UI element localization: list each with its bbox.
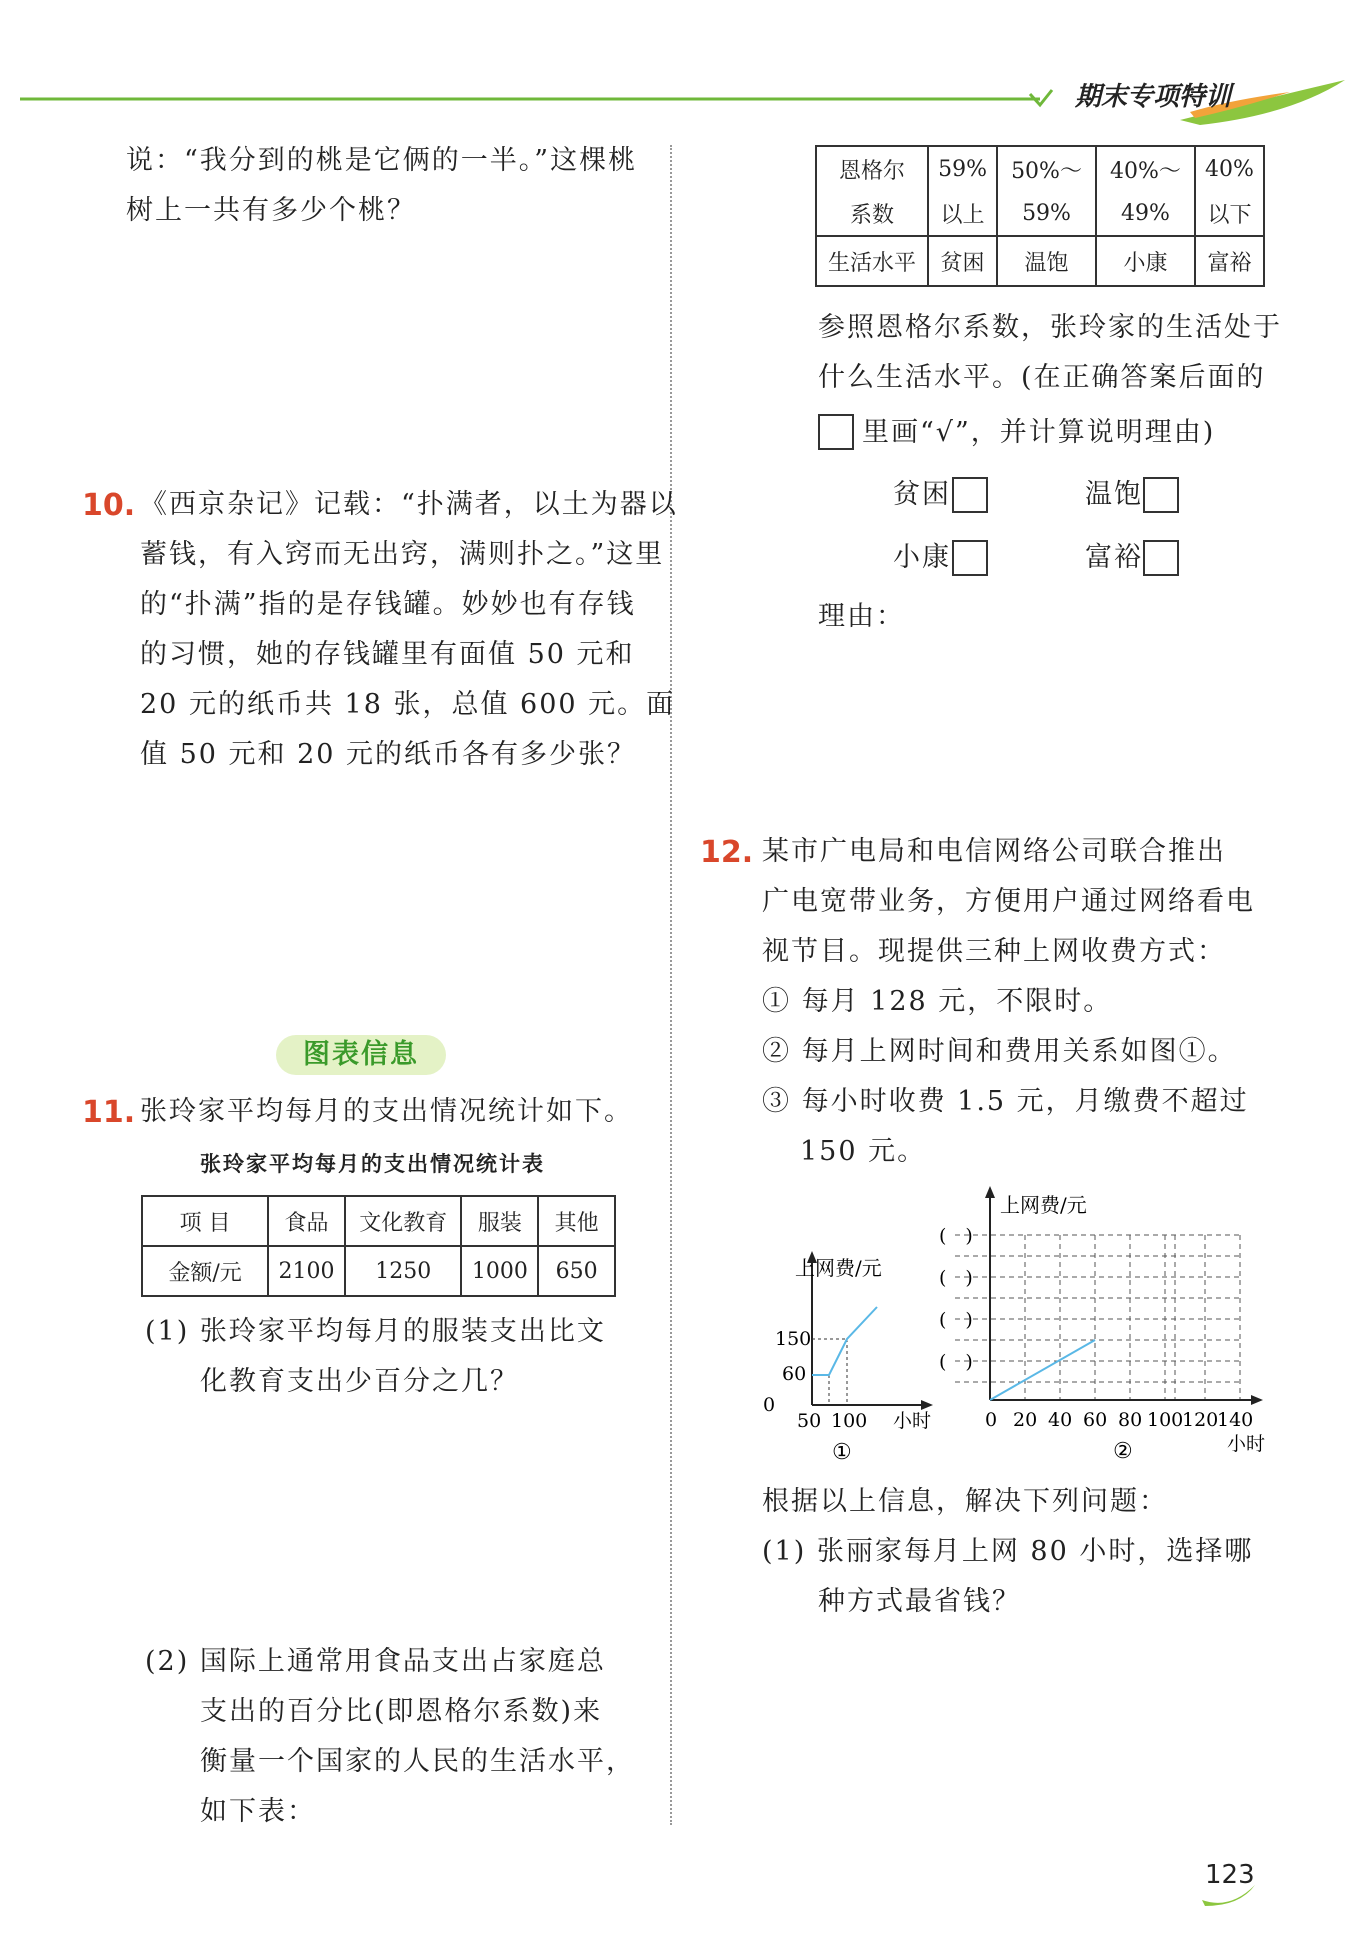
engel-coef-cell: 40%～ <box>1096 146 1195 191</box>
q11-number: 11. <box>82 1095 136 1130</box>
check-icon <box>1030 90 1052 105</box>
engel-label-cell: 系数 <box>816 191 928 236</box>
q12-option-1: ① 每月 128 元，不限时。 <box>762 986 1113 1017</box>
q12-line-2: 广电宽带业务，方便用户通过网络看电 <box>762 886 1255 917</box>
graph-1-xtick: 100 <box>831 1410 868 1432</box>
q12-number: 12. <box>700 835 754 870</box>
expense-header-cell: 文化教育 <box>345 1196 461 1246</box>
engel-level-cell: 富裕 <box>1195 236 1264 286</box>
graph-2-xtick: 100 <box>1147 1409 1184 1431</box>
q9-line-1: 说：“我分到的桃是它俩的一半。”这棵桃 <box>126 145 638 176</box>
graph-2-yparen: ( ) <box>939 1267 973 1289</box>
graph-2-xtick: 40 <box>1048 1409 1073 1431</box>
q11-part2-line-1: (2) 国际上通常用食品支出占家庭总 <box>145 1646 606 1677</box>
q10-line-6: 值 50 元和 20 元的纸币各有多少张？ <box>140 739 637 770</box>
expense-cell: 1000 <box>461 1246 538 1296</box>
expense-header-cell: 其他 <box>538 1196 615 1246</box>
graph-1-xtick: 50 <box>797 1410 822 1432</box>
graph-1-xlabel: 小时 <box>893 1410 932 1432</box>
graph-2-grid <box>955 1235 1240 1400</box>
q11-part2-line-3: 衡量一个国家的人民的生活水平， <box>200 1746 635 1777</box>
q11-cont-line-2: 什么生活水平。(在正确答案后面的 <box>818 362 1266 393</box>
q11-part2-line-4: 如下表： <box>200 1796 316 1827</box>
q11-part2-line-2: 支出的百分比(即恩格尔系数)来 <box>200 1696 603 1727</box>
graph-1-ytick: 60 <box>782 1363 807 1385</box>
expense-cell: 金额/元 <box>142 1246 268 1296</box>
reason-label: 理由： <box>818 601 905 632</box>
choice-label-wealthy: 富裕 <box>1085 542 1143 573</box>
q11-cont-line-1: 参照恩格尔系数，张玲家的生活处于 <box>818 312 1282 343</box>
expense-header-cell: 食品 <box>268 1196 345 1246</box>
choice-label-moderate: 小康 <box>893 542 951 573</box>
section-label-badge <box>276 1035 446 1075</box>
graph-2-xtick: 0 <box>985 1409 998 1431</box>
graph-1-caption: ① <box>832 1440 852 1465</box>
engel-level-cell: 小康 <box>1096 236 1195 286</box>
q12-option-3: ③ 每小时收费 1.5 元，月缴费不超过 <box>762 1086 1249 1117</box>
graph-1 <box>735 1245 965 1465</box>
graph-2-xtick: 140 <box>1217 1409 1254 1431</box>
graph-1-series-line <box>812 1307 877 1375</box>
q10-line-4: 的习惯，她的存钱罐里有面值 50 元和 <box>140 639 635 670</box>
q10-line-3: 的“扑满”指的是存钱罐。妙妙也有存钱 <box>140 589 636 620</box>
graph-2-ylabel: 上网费/元 <box>1000 1193 1087 1217</box>
engel-coef-cell: 以下 <box>1195 191 1264 236</box>
graph-1-ytick: 0 <box>763 1394 776 1416</box>
graph-2-caption: ② <box>1113 1439 1133 1464</box>
engel-coef-cell: 50%～ <box>997 146 1096 191</box>
engel-level-cell: 温饱 <box>997 236 1096 286</box>
choice-box-fed[interactable] <box>1143 477 1179 513</box>
q10-line-5: 20 元的纸币共 18 张，总值 600 元。面 <box>140 689 676 720</box>
graph-2-yparen: ( ) <box>939 1225 973 1247</box>
expense-cell: 1250 <box>345 1246 461 1296</box>
header-title: 期末专项特训 <box>1075 82 1232 112</box>
graph-2-series-line <box>990 1340 1095 1400</box>
q12-part1-line-2: 种方式最省钱？ <box>818 1586 1021 1617</box>
graph-2-xtick: 20 <box>1013 1409 1038 1431</box>
expense-cell: 650 <box>538 1246 615 1296</box>
q11-cont-line-3: 里画“√”，并计算说明理由) <box>862 417 1216 448</box>
graph-2-yparen: ( ) <box>939 1309 973 1331</box>
engel-coef-cell: 49% <box>1096 191 1195 236</box>
engel-coef-cell: 59% <box>928 146 997 191</box>
graph-2-xlabel: 小时 <box>1227 1433 1266 1455</box>
q12-line-3: 视节目。现提供三种上网收费方式： <box>762 936 1226 967</box>
q12-after: 根据以上信息，解决下列问题： <box>762 1486 1168 1517</box>
engel-coef-cell: 40% <box>1195 146 1264 191</box>
graph-2-xtick: 120 <box>1182 1409 1219 1431</box>
choice-box-moderate[interactable] <box>952 540 988 576</box>
q12-option-2: ② 每月上网时间和费用关系如图①。 <box>762 1036 1237 1067</box>
engel-level-label: 生活水平 <box>816 236 928 286</box>
section-label-text: 图表信息 <box>303 1039 419 1070</box>
q11-part1-line-1: (1) 张玲家平均每月的服装支出比文 <box>145 1316 606 1347</box>
graph-2 <box>935 1180 1280 1470</box>
expense-table <box>141 1195 616 1297</box>
engel-label-cell: 恩格尔 <box>816 146 928 191</box>
expense-cell: 2100 <box>268 1246 345 1296</box>
q10-number: 10. <box>82 488 136 523</box>
q10-line-1: 《西京杂记》记载：“扑满者，以土为器以 <box>140 489 678 520</box>
engel-coef-cell: 以上 <box>928 191 997 236</box>
choice-box-poor[interactable] <box>952 477 988 513</box>
page-number-swoosh-icon <box>1200 1880 1260 1910</box>
expense-table-title: 张玲家平均每月的支出情况统计表 <box>200 1152 545 1176</box>
q12-part1-line-1: (1) 张丽家每月上网 80 小时，选择哪 <box>762 1536 1254 1567</box>
q10-line-2: 蓄钱，有入窍而无出窍，满则扑之。”这里 <box>140 539 665 570</box>
q12-option-3-cont: 150 元。 <box>800 1136 927 1167</box>
choice-box-wealthy[interactable] <box>1143 540 1179 576</box>
page-number: 123 <box>1205 1860 1255 1890</box>
q9-line-2: 树上一共有多少个桃？ <box>126 195 416 226</box>
graph-2-x-arrow <box>1251 1395 1263 1405</box>
engel-level-cell: 贫困 <box>928 236 997 286</box>
answer-box-inline[interactable] <box>818 414 854 450</box>
graph-1-ytick: 150 <box>775 1328 812 1350</box>
choice-label-poor: 贫困 <box>893 479 951 510</box>
engel-table <box>815 145 1265 287</box>
q11-part1-line-2: 化教育支出少百分之几？ <box>200 1366 519 1397</box>
expense-header-cell: 服装 <box>461 1196 538 1246</box>
graph-2-y-arrow <box>985 1186 995 1198</box>
graph-1-x-arrow <box>921 1400 933 1410</box>
graph-2-xtick: 60 <box>1083 1409 1108 1431</box>
graph-2-yparen: ( ) <box>939 1351 973 1373</box>
graph-1-ylabel: 上网费/元 <box>795 1256 882 1280</box>
graph-2-xtick: 80 <box>1118 1409 1143 1431</box>
q11-intro: 张玲家平均每月的支出情况统计如下。 <box>140 1096 633 1127</box>
choice-label-fed: 温饱 <box>1085 479 1143 510</box>
expense-header-cell: 项 目 <box>142 1196 268 1246</box>
q12-line-1: 某市广电局和电信网络公司联合推出 <box>762 836 1226 867</box>
engel-coef-cell: 59% <box>997 191 1096 236</box>
column-divider <box>670 145 672 1825</box>
